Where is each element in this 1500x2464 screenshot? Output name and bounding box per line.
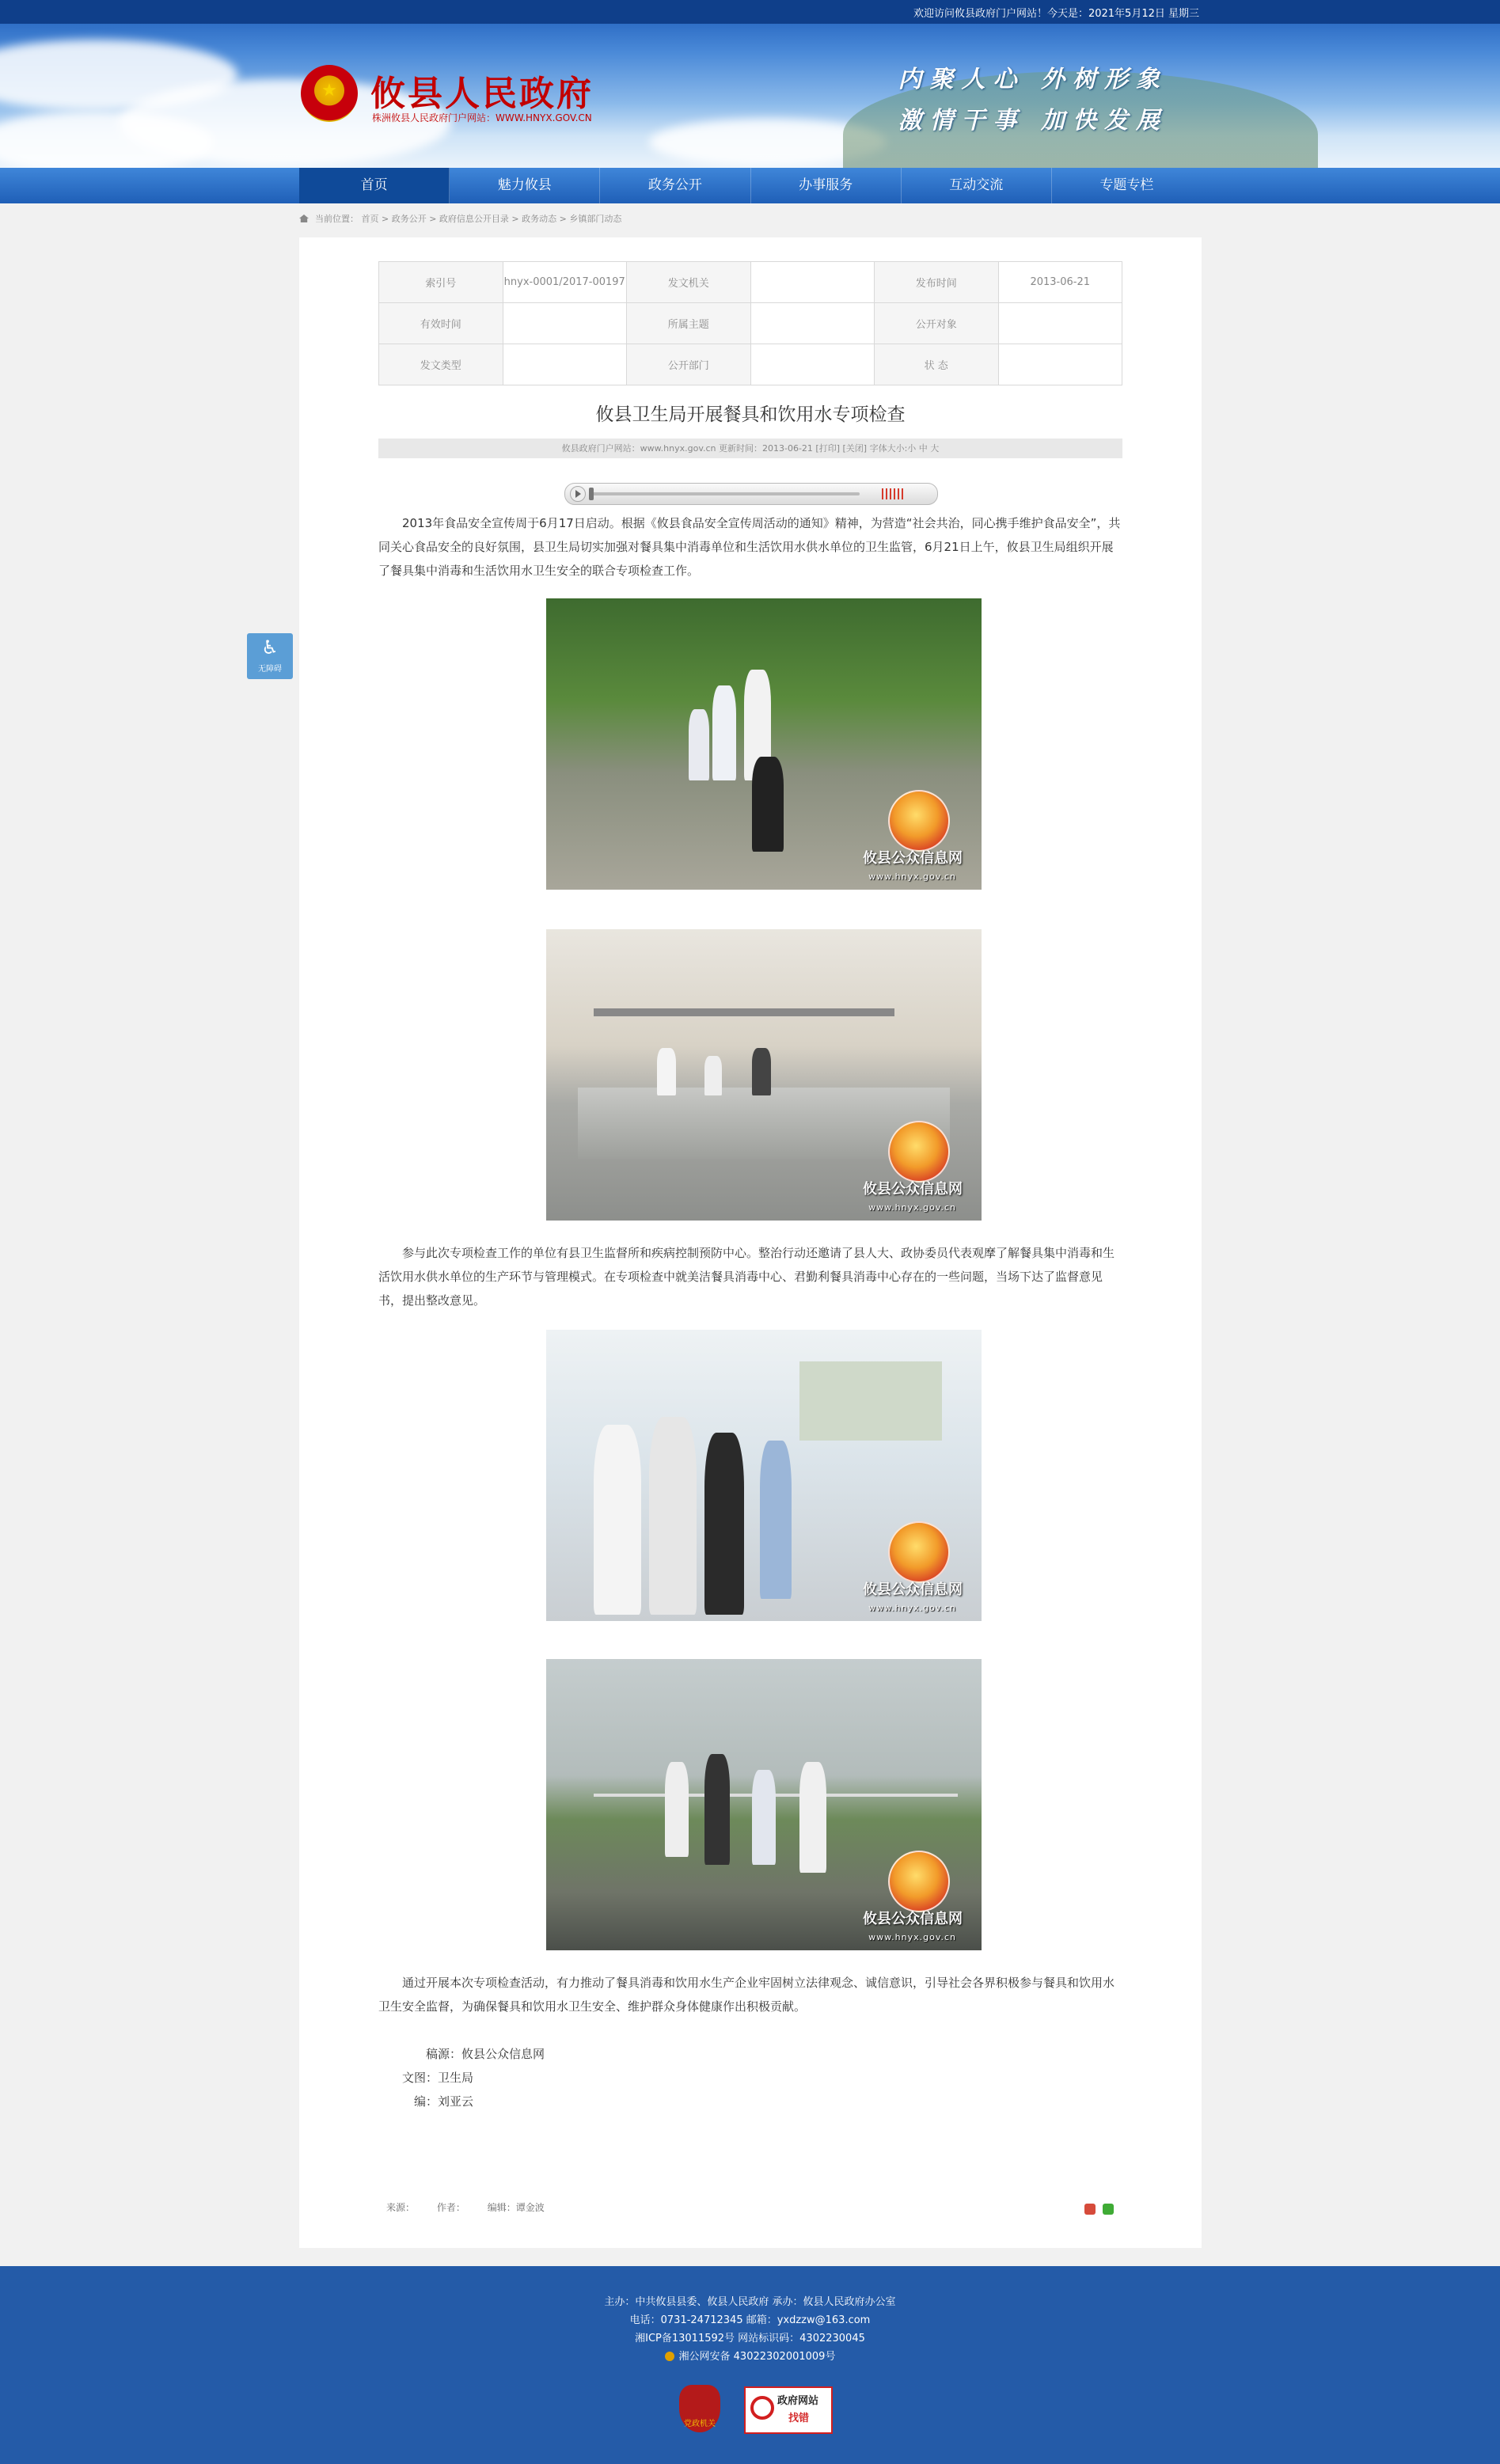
article-photo-3 — [546, 1330, 982, 1621]
article-photo-1 — [546, 598, 982, 890]
watermark-text: 攸县公众信息网 — [863, 1581, 963, 1598]
article-photo-4 — [546, 1659, 982, 1950]
meta-value — [998, 344, 1122, 385]
main-nav — [0, 168, 1500, 203]
meta-value — [750, 344, 875, 385]
national-emblem-icon: ★ — [301, 65, 358, 122]
watermark-url: www.hnyx.gov.cn — [868, 1603, 956, 1613]
watermark-text: 攸县公众信息网 — [863, 1911, 963, 1927]
meta-label: 有效时间 — [379, 303, 503, 344]
nav-interaction[interactable]: 互动交流 — [902, 168, 1052, 203]
footer-police: 湘公网安备 43022302001009号 — [0, 2348, 1500, 2366]
footer-source: 来源： — [386, 2202, 416, 2213]
article-paragraph-1: 2013年食品安全宣传周于6月17日启动。根据《攸县食品安全宣传周活动的通知》精神，为营造“社会共治，同心携手维护食品安全”，共同关心食品安全的良好氛围，县卫生局切实加强对餐具集中消毒单位和生活饮用水供水单位的卫生监管，6月21日上午，攸县卫生局组织开展了餐具集中消毒和生活饮用水卫生安全的联合专项检查工作。 — [378, 516, 1121, 578]
watermark-text: 攸县公众信息网 — [863, 850, 963, 867]
meta-label: 发布时间 — [875, 262, 999, 303]
progress-thumb[interactable] — [589, 488, 594, 500]
footer-author: 作者： — [436, 2202, 465, 2213]
article-info-bar[interactable]: 攸县政府门户网站：www.hnyx.gov.cn 更新时间：2013-06-21 [打印] [关闭] 字体大小:小 中 大 — [378, 439, 1122, 458]
footer-contact: 电话：0731-24712345 邮箱：yxdzzw@163.com — [629, 2314, 871, 2326]
meta-label: 状 态 — [875, 344, 999, 385]
wechat-share-icon[interactable] — [1103, 2204, 1114, 2215]
meta-label: 公开对象 — [875, 303, 999, 344]
meta-label: 公开部门 — [627, 344, 751, 385]
meta-value: 2013-06-21 — [998, 262, 1122, 303]
watermark-logo-icon — [888, 1521, 950, 1583]
site-subtitle: 株洲攸县人民政府门户网站：WWW.HNYX.GOV.CN — [372, 112, 592, 123]
meta-value — [750, 303, 875, 344]
nav-topics[interactable]: 专题专栏 — [1099, 177, 1154, 193]
article-paragraph-2: 参与此次专项检查工作的单位有县卫生监督所和疾病控制预防中心。整治行动还邀请了县人大、政协委员代表观摩了解餐具集中消毒和生活饮用水供水单位的生产环节与管理模式。在专项检查中就美洁餐具消毒中心、君勤利餐具消毒中心存在的一些问题，当场下达了监督意见书，提出整改意见。 — [378, 1246, 1115, 1308]
play-icon[interactable] — [570, 486, 586, 502]
gov-site-error-report[interactable]: 政府网站 找错 — [744, 2386, 833, 2434]
breadcrumb-text[interactable]: 当前位置： 首页 > 政务公开 > 政府信息公开目录 > 政务动态 > 乡镇部门动态 — [315, 214, 622, 224]
police-badge-icon — [665, 2352, 674, 2361]
meta-label: 发文机关 — [627, 262, 751, 303]
party-gov-badge[interactable]: 党政机关 — [679, 2385, 720, 2432]
slogan-line-1: 内聚人心 外树形象 — [898, 66, 1168, 93]
watermark-text: 攸县公众信息网 — [863, 1181, 963, 1198]
nav-gov-affairs[interactable]: 政务公开 — [600, 168, 750, 203]
accessibility-button[interactable] — [247, 633, 293, 679]
nav-services[interactable]: 办事服务 — [751, 168, 902, 203]
weibo-share-icon[interactable] — [1084, 2204, 1096, 2215]
meta-value — [503, 344, 627, 385]
site-header — [0, 24, 1500, 168]
magnifier-icon — [750, 2396, 774, 2420]
meta-label: 所属主题 — [627, 303, 751, 344]
footer-icp[interactable]: 湘ICP备13011592号 网站标识码：4302230045 — [635, 2333, 865, 2344]
watermark-url: www.hnyx.gov.cn — [868, 871, 956, 882]
footer-host: 主办：中共攸县县委、攸县人民政府 承办：攸县人民政府办公室 — [604, 2296, 896, 2308]
photo-author-line: 文图：卫生局 — [402, 2071, 474, 2085]
nav-home[interactable]: 首页 — [299, 168, 450, 203]
accessibility-label: 无障碍 — [258, 665, 282, 674]
watermark-logo-icon — [888, 790, 950, 852]
nav-charm[interactable]: 魅力攸县 — [450, 168, 600, 203]
meta-value: hnyx-0001/2017-00197 — [503, 262, 627, 303]
meta-label: 发文类型 — [379, 344, 503, 385]
audio-player[interactable] — [564, 483, 938, 505]
breadcrumb — [299, 212, 621, 225]
article-title: 攸县卫生局开展餐具和饮用水专项检查 — [595, 404, 906, 425]
top-bar — [0, 0, 1500, 24]
source-line: 稿源：攸县公众信息网 — [426, 2047, 545, 2061]
site-name[interactable]: 攸县人民政府 — [370, 74, 594, 114]
meta-value — [998, 303, 1122, 344]
volume-icon[interactable] — [882, 488, 906, 499]
meta-label: 索引号 — [379, 262, 503, 303]
slogan-line-2: 激情干事 加快发展 — [898, 107, 1168, 135]
article-paragraph-3: 通过开展本次专项检查活动，有力推动了餐具消毒和饮用水生产企业牢固树立法律观念、诚信意识，引导社会各界积极参与餐具和饮用水卫生安全监督，为确保餐具和饮用水卫生安全、维护群众身体健康作出积极贡献。 — [378, 1976, 1115, 2014]
meta-value — [503, 303, 627, 344]
home-icon — [299, 215, 309, 222]
metadata-table — [378, 261, 1122, 385]
watermark-logo-icon — [888, 1121, 950, 1183]
wheelchair-icon: ♿ — [261, 636, 279, 659]
article-card — [299, 237, 1202, 2248]
meta-value — [750, 262, 875, 303]
footer-editor: 编辑：谭金波 — [487, 2202, 545, 2213]
watermark-logo-icon — [888, 1851, 950, 1912]
article-footer-meta — [386, 2200, 564, 2214]
welcome-text: 欢迎访问攸县政府门户网站！今天是：2021年5月12日 星期三 — [913, 8, 1199, 20]
progress-track[interactable] — [591, 492, 860, 495]
watermark-url: www.hnyx.gov.cn — [868, 1932, 956, 1942]
watermark-url: www.hnyx.gov.cn — [868, 1202, 956, 1213]
article-photo-2 — [546, 929, 982, 1221]
site-footer — [0, 2266, 1500, 2464]
editor-line: 编：刘亚云 — [414, 2094, 474, 2109]
